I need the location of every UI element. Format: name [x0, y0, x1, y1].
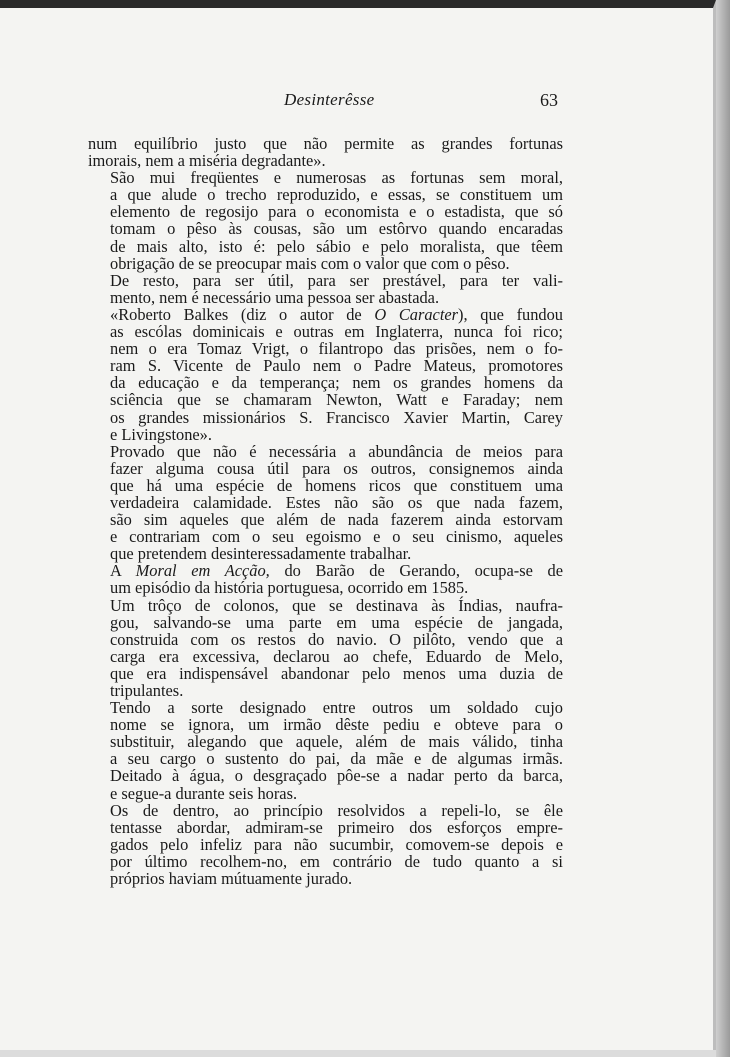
page-number: 63 — [540, 90, 558, 110]
text-line: nem o era Tomaz Vrigt, o filantropo das prisões, nem o fo- — [110, 339, 563, 359]
text-line: de mais alto, isto é: pelo sábio e pelo moralista, que têem — [110, 236, 563, 256]
text-line: que pretendem desinteressadamente trabalhar. — [110, 544, 412, 564]
text-line: e segue-a durante seis horas. — [110, 783, 298, 803]
text-line: as escólas dominicais e outras em Inglaterra, nunca foi rico; — [110, 322, 563, 342]
text-line: num equilíbrio justo que não permite as grandes fortunas — [88, 134, 563, 153]
text-line: construida com os restos do navio. O pilôto, vendo que a — [110, 629, 563, 649]
text-line: mento, nem é necessário uma pessoa ser abastada. — [110, 287, 440, 307]
text-line: substituir, alegando que aquele, além de mais válido, tinha — [110, 732, 563, 752]
paragraph — [88, 443, 563, 563]
text-line: ram S. Vicente de Paulo nem o Padre Mateus, promotores — [110, 356, 563, 376]
text-line: De resto, para ser útil, para ser prestável, para ter vali- — [110, 270, 563, 290]
text-line: Deitado à água, o desgraçado pôe-se a nadar perto da barca, — [110, 766, 563, 786]
text-line: obrigação de se preocupar mais com o valor que com o pêso. — [110, 253, 510, 273]
paragraph — [88, 135, 563, 169]
text-line: Um trôço de colonos, que se destinava às Índias, naufra- — [110, 595, 563, 615]
paragraph — [88, 169, 563, 272]
text-line: «Roberto Balkes (diz o autor de O Caracter), que fundou — [110, 304, 564, 324]
text-line: A Moral em Acção, do Barão de Gerando, ocupa-se de — [110, 561, 563, 581]
text-line: um episódio da história portuguesa, ocorrido em 1585. — [110, 578, 469, 598]
text-line: verdadeira calamidade. Estes não são os que nada fazem, — [110, 492, 563, 512]
text-line: nome se ignora, um irmão dêste pediu e obteve para o — [110, 715, 563, 735]
text-line: fazer alguma cousa útil para os outros, consignemos ainda — [110, 458, 563, 478]
text-line: que há uma espécie de homens ricos que constituem uma — [110, 475, 563, 495]
text-line: por último recolhem-no, em contrário de tudo quanto a si — [110, 851, 563, 871]
text-line: são sim aqueles que além de nada fazerem ainda estorvam — [110, 510, 563, 530]
body-text — [88, 135, 563, 887]
text-line: elemento de regosijo para o economista e o estadista, que só — [110, 202, 563, 222]
paragraph — [88, 272, 563, 306]
text-line: Os de dentro, ao princípio resolvidos a repeli-lo, se êle — [110, 800, 563, 820]
text-line: e contrariam com o seu egoismo e o seu cinismo, aqueles — [110, 527, 563, 547]
text-line: Provado que não é necessária a abundância de meios para — [110, 441, 563, 461]
paragraph — [88, 562, 563, 596]
text-line: e Livingstone». — [110, 424, 212, 444]
text-line: São mui freqüentes e numerosas as fortunas sem moral, — [110, 168, 563, 188]
page-header — [88, 90, 558, 114]
text-line: que era indispensável abandonar pelo menos uma duzia de — [110, 663, 563, 683]
text-line: Tendo a sorte designado entre outros um soldado cujo — [110, 698, 563, 718]
text-line: os grandes missionários S. Francisco Xavier Martin, Carey — [110, 407, 563, 427]
paragraph — [88, 306, 563, 443]
text-line: tripulantes. — [110, 681, 184, 700]
text-line: gados pelo infeliz para não sucumbir, comovem-se depois e — [110, 834, 563, 854]
running-title: Desinterêsse — [284, 90, 375, 109]
text-line: a que alude o trecho reproduzido, e essas, se constituem um — [110, 185, 563, 205]
paragraph — [88, 699, 563, 802]
text-line: carga era excessiva, declarou ao chefe, Eduardo de Melo, — [110, 646, 563, 666]
text-line: próprios haviam mútuamente jurado. — [110, 869, 353, 889]
page-edge-shadow — [716, 0, 730, 1057]
text-line: da educação e da temperança; nem os grandes homens da — [110, 373, 563, 393]
paragraph — [88, 597, 563, 700]
text-line: tomam o pêso às cousas, são um estôrvo quando encaradas — [110, 219, 563, 239]
text-line: tentasse abordar, admiram-se primeiro dos esforços empre- — [110, 817, 563, 837]
text-line: imorais, nem a miséria degradante». — [88, 151, 326, 171]
text-line: gou, salvando-se uma parte em uma espécie de jangada, — [110, 612, 563, 632]
paragraph — [88, 802, 563, 887]
text-line: sciência que se chamaram Newton, Watt e Faraday; nem — [110, 390, 563, 410]
text-line: a seu cargo o sustento do pai, da mãe e de algumas irmãs. — [110, 749, 563, 769]
